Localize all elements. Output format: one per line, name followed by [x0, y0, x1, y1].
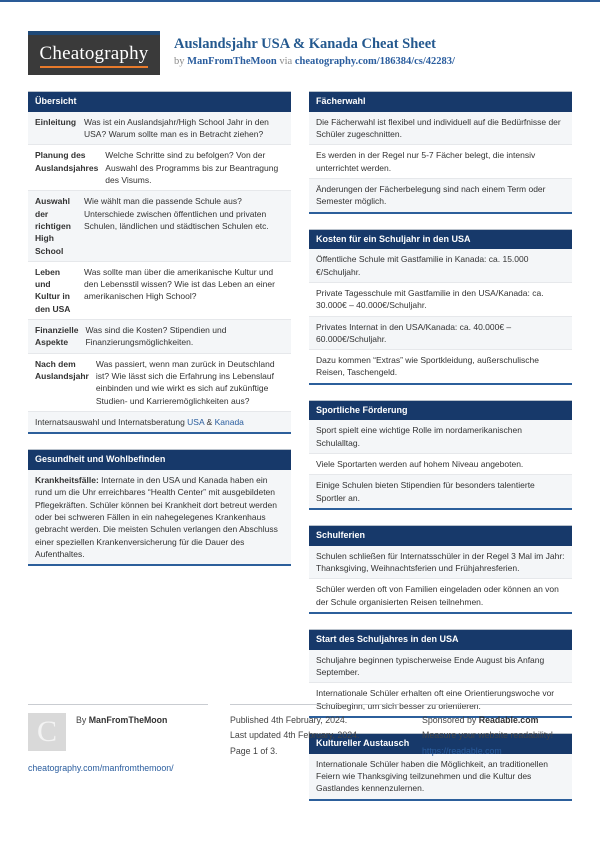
row [28, 470, 291, 564]
logo-text: Cheatography [40, 43, 149, 68]
title-block [174, 31, 455, 67]
row [309, 112, 572, 146]
section [28, 449, 291, 566]
author-avatar[interactable] [28, 713, 66, 751]
footer-sponsor-block [422, 704, 572, 773]
row-term: Nach dem Auslandsjahr [35, 358, 89, 381]
footer-author-row [28, 713, 208, 751]
profile-link[interactable]: cheatography.com/manfromthemoon/ [28, 763, 174, 773]
row [309, 650, 572, 684]
via-label: via [279, 56, 293, 67]
row [309, 179, 572, 212]
row [309, 145, 572, 179]
section-rows [309, 249, 572, 383]
sponsor-tagline: Measure your website readability! [422, 730, 554, 741]
section-header: Schulferien [309, 526, 572, 546]
row-text: & [204, 416, 215, 427]
row-text: Viele Sportarten werden auf hohem Niveau angeboten. [316, 459, 524, 470]
row [309, 317, 572, 351]
section [309, 229, 572, 385]
row [28, 320, 291, 354]
row [309, 350, 572, 383]
cheatsheet-page [0, 2, 600, 816]
section [309, 525, 572, 614]
row-desc: Was ist ein Auslandsjahr/High School Jahr in den USA? Warum sollte man es in Betracht ziehen? [84, 116, 269, 139]
section-header: Start des Schuljahres in den USA [309, 630, 572, 650]
row-text: Dazu kommen “Extras” wie Sportkleidung, außerschulische Reisen, Taschengeld. [316, 355, 539, 378]
section-header: Gesundheit und Wohlbefinden [28, 450, 291, 470]
row-text: Schuljahre beginnen typischerweise Ende August bis Anfang September. [316, 654, 545, 677]
page-title: Auslandsjahr USA & Kanada Cheat Sheet [174, 36, 436, 52]
row-desc: Welche Schritte sind zu befolgen? Von der Auswahl des Programms bis zur Beantragung des Visums. [105, 150, 279, 185]
sponsor-line [422, 713, 572, 728]
section-header: Sportliche Förderung [309, 401, 572, 421]
row [28, 262, 291, 320]
footer-author-name[interactable]: ManFromTheMoon [88, 715, 168, 725]
row-term: Leben und Kultur in den USA [35, 266, 71, 314]
page-footer [28, 704, 572, 773]
row-text: Internatsauswahl und Internatsberatung [35, 416, 188, 427]
row-text: Schulen schließen für Internatsschüler in der Regel 3 Mal im Jahr: Thanksgiving, Weihnachtsferien und Frühjahresferien. [316, 550, 565, 573]
row [28, 412, 291, 432]
row [28, 112, 291, 146]
row-desc: Wie wählt man die passende Schule aus? Unterschiede zwischen öffentlichen und privaten Schulen, ländlichen und städtischen Schulen etc. [84, 196, 269, 231]
footer-author-block [28, 704, 208, 773]
avatar-letter: C [36, 715, 57, 748]
section [28, 91, 291, 434]
footer-by-prefix: By [76, 715, 87, 725]
sponsor-prefix: Sponsored by [422, 715, 477, 725]
published-date: Published 4th February, 2024. [230, 715, 348, 725]
sponsor-link[interactable]: https://readable.com [422, 745, 502, 756]
row [309, 546, 572, 580]
footer-publish-block [230, 704, 400, 773]
row-text: Private Tagesschule mit Gastfamilie in den USA/Kanada: ca. 30.000€ – 40.000€/Schuljahr. [316, 287, 544, 311]
section-header: Übersicht [28, 92, 291, 112]
row-term: Planung des Auslandsjahres [35, 150, 99, 173]
section-header: Kosten für ein Schuljahr in den USA [309, 230, 572, 250]
row [28, 145, 291, 191]
row [28, 354, 291, 412]
row-text: Die Fächerwahl ist flexibel und individuell auf die Bedürfnisse der Schüler zugeschnitten. [316, 116, 561, 139]
row-text: Internate in den USA und Kanada haben ein rund um die Uhr erreichbares “Health Center” mit ausgebildeten Pflegekräften. Schüler können bei Krankheit dort betreut werden oder bei schweren Fällen in ein nahegelegenes Krankenhaus gebracht werden. Die meisten Schulen verlangen den Abschluss einer speziellen Krankenversicherung für die Dauer des Aufenthaltes. [35, 474, 278, 559]
sheet-url-link[interactable]: cheatography.com/186384/cs/42283/ [294, 56, 455, 67]
row-text: Internationale Schüler haben die Möglichkeit, an traditionellen Feiern wie Thanksgiving teilzunehmen und die Kultur des Gastlandes kennenzulernen. [316, 758, 549, 794]
cheatography-logo[interactable] [28, 31, 160, 75]
row [28, 191, 291, 262]
section-header: Fächerwahl [309, 92, 572, 112]
section-rows [309, 420, 572, 508]
footer-byline [76, 713, 167, 751]
section-rows [309, 112, 572, 212]
inline-link[interactable]: Kanada [214, 416, 244, 427]
section [309, 91, 572, 214]
row-desc: Was sollte man über die amerikanische Kultur und den Lebensstil wissen? Wie ist das Leben an einer amerikanischen High School? [84, 266, 275, 302]
byline [174, 56, 455, 67]
section-rows [309, 546, 572, 612]
row-term: Finanzielle Aspekte [35, 325, 79, 348]
row-text: Sport spielt eine wichtige Rolle im nordamerikanischen Schulalltag. [316, 425, 522, 448]
row-text: Öffentliche Schule mit Gastfamilie in Kanada: ca. 15.000 €/Schuljahr. [316, 254, 529, 277]
row-term: Auswahl der richtigen High School [35, 196, 71, 256]
row-lead: Krankheitsfälle: [35, 474, 102, 485]
section-rows [28, 112, 291, 433]
row-text: Internationale Schüler erhalten oft eine Orientierungswoche vor Schulbeginn, um sich besser zu orientieren. [316, 688, 555, 711]
row-term: Einleitung [35, 116, 77, 127]
inline-link[interactable]: USA [187, 416, 205, 427]
row-desc: Was passiert, wenn man zurück in Deutschland ist? Wie lässt sich die Erfahrung ins Lebenslauf einbinden und wie wirkt es sich auf zukünftige Studien- und Karrieremöglichkeiten aus? [95, 358, 275, 406]
row-text: Es werden in der Regel nur 5-7 Fächer belegt, die intensiv unterrichtet werden. [316, 150, 536, 173]
byline-prefix: by [174, 56, 185, 67]
row [309, 475, 572, 508]
page-header [28, 31, 572, 75]
row [309, 283, 572, 317]
section [309, 400, 572, 510]
page-number: Page 1 of 3. [230, 745, 278, 756]
updated-date: Last updated 4th February, 2024. [230, 730, 360, 741]
row-desc: Was sind die Kosten? Stipendien und Finanzierungsmöglichkeiten. [85, 325, 227, 348]
author-link[interactable]: ManFromTheMoon [187, 56, 277, 67]
row-text: Einige Schulen bieten Stipendien für besonders talentierte Sportler an. [316, 480, 535, 503]
row [309, 454, 572, 475]
row [309, 579, 572, 612]
sponsor-name[interactable]: Readable.com [478, 715, 539, 725]
row-text: Änderungen der Fächerbelegung sind nach einem Term oder Semester möglich. [316, 183, 546, 207]
row [309, 249, 572, 283]
row-text: Privates Internat in den USA/Kanada: ca. 40.000€ – 60.000€/Schuljahr. [316, 321, 512, 344]
section-header: Kultureller Austausch [309, 734, 572, 754]
row [309, 420, 572, 454]
section-rows [28, 470, 291, 564]
row-text: Schüler werden oft von Familien eingeladen oder können an von der Schule organisierten Reisen teilnehmen. [316, 584, 559, 607]
